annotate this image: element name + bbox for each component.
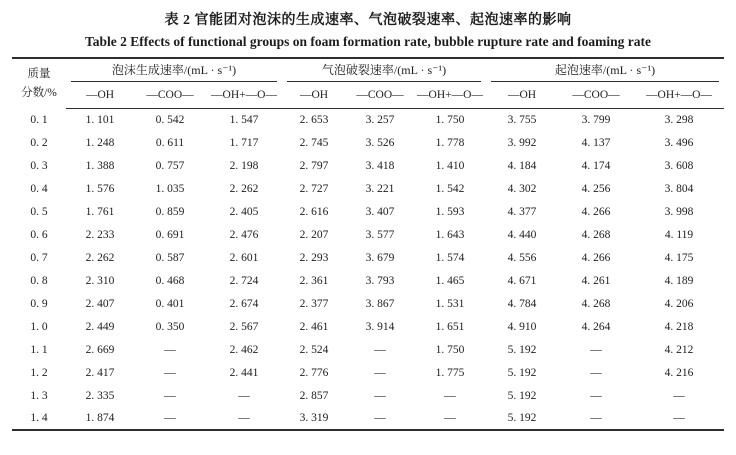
table-row <box>12 246 724 269</box>
table-cell: 2. 335 <box>85 389 115 402</box>
table-cell: 3. 793 <box>365 274 395 287</box>
table-cell: 1. 750 <box>435 343 465 356</box>
table-cell: 2. 441 <box>229 366 259 379</box>
table-cell: 2. 567 <box>229 320 259 333</box>
table-cell: 1. 643 <box>435 228 465 241</box>
table-cell: 4. 302 <box>507 182 537 195</box>
group-header-bubble-rupture-rate-label: 气泡破裂速率/(mL · s⁻¹) <box>287 59 481 82</box>
table-row <box>12 108 724 131</box>
table-cell: 1. 717 <box>229 136 259 149</box>
table-cell: 2. 745 <box>299 136 329 149</box>
table-cell: 2. 361 <box>299 274 329 287</box>
table-cell: — <box>164 389 176 402</box>
table-body <box>12 108 724 430</box>
table-cell: 2. 524 <box>299 343 329 356</box>
table-cell: 3. 407 <box>365 205 395 218</box>
table-cell: 4. 266 <box>581 251 611 264</box>
group-header-foam-formation-rate-label: 泡沫生成速率/(mL · s⁻¹) <box>71 59 277 82</box>
table-cell: 4. 266 <box>581 205 611 218</box>
table-cell: 2. 724 <box>229 274 259 287</box>
table-cell: 5. 192 <box>507 343 537 356</box>
table-cell: 2. 233 <box>85 228 115 241</box>
table-cell: 0. 542 <box>155 113 185 126</box>
row-header-mass-fraction: 1. 0 <box>30 320 48 333</box>
table-cell: 0. 401 <box>155 297 185 310</box>
table-cell: 2. 727 <box>299 182 329 195</box>
table-cell: 3. 998 <box>664 205 694 218</box>
subheader-coo: —COO— <box>346 82 414 108</box>
table-cell: 3. 257 <box>365 113 395 126</box>
row-header-mass-fraction: 0. 4 <box>30 182 48 195</box>
group-header-foaming-rate <box>486 58 724 82</box>
table-row <box>12 200 724 223</box>
table-cell: 4. 216 <box>664 366 694 379</box>
table-cell: 2. 377 <box>299 297 329 310</box>
row-header-mass-fraction: 0. 1 <box>30 113 48 126</box>
table-cell: 2. 310 <box>85 274 115 287</box>
table-cell: 2. 449 <box>85 320 115 333</box>
table-cell: 0. 611 <box>155 136 185 149</box>
row-header-mass-fraction: 1. 3 <box>30 389 48 402</box>
mass-fraction-label-line1: 质量 <box>27 68 51 81</box>
table-row <box>12 361 724 384</box>
table-cell: 1. 761 <box>85 205 115 218</box>
table-row <box>12 177 724 200</box>
table-cell: 2. 262 <box>85 251 115 264</box>
table-row <box>12 338 724 361</box>
table-cell: 3. 608 <box>664 159 694 172</box>
table-cell: 1. 651 <box>435 320 465 333</box>
table-row <box>12 131 724 154</box>
subheader-oh-plus-o: —OH+—O— <box>634 82 724 108</box>
table-cell: — <box>164 412 176 424</box>
table-cell: 4. 268 <box>581 297 611 310</box>
table-cell: — <box>164 343 176 356</box>
subheader-oh: —OH <box>486 82 558 108</box>
table-cell: 2. 616 <box>299 205 329 218</box>
table-cell: 1. 775 <box>435 366 465 379</box>
table-cell: 1. 542 <box>435 182 465 195</box>
table-cell: 4. 206 <box>664 297 694 310</box>
table-cell: 0. 587 <box>155 251 185 264</box>
table-cell: 3. 298 <box>664 113 694 126</box>
table-cell: 4. 189 <box>664 274 694 287</box>
table-cell: — <box>590 366 602 379</box>
table-cell: 2. 293 <box>299 251 329 264</box>
table-cell: 0. 691 <box>155 228 185 241</box>
table-cell: 4. 212 <box>664 343 694 356</box>
table-cell: — <box>590 343 602 356</box>
table-cell: 1. 388 <box>85 159 115 172</box>
table-cell: 2. 407 <box>85 297 115 310</box>
table-row <box>12 154 724 177</box>
table-cell: 4. 175 <box>664 251 694 264</box>
table-cell: 2. 207 <box>299 228 329 241</box>
table-cell: 4. 261 <box>581 274 611 287</box>
table-row <box>12 384 724 407</box>
row-header-mass-fraction: 0. 3 <box>30 159 48 172</box>
table-cell: 1. 576 <box>85 182 115 195</box>
table-cell: 4. 137 <box>581 136 611 149</box>
table-cell: 4. 264 <box>581 320 611 333</box>
table-cell: 3. 319 <box>299 412 329 424</box>
table-cell: 4. 119 <box>664 228 694 241</box>
table-cell: 2. 198 <box>229 159 259 172</box>
table-title-english: Table 2 Effects of functional groups on foam formation rate, bubble rupture rate and foaming rate <box>85 34 651 49</box>
table-cell: 1. 593 <box>435 205 465 218</box>
row-header-mass-fraction: 0. 7 <box>30 251 48 264</box>
table-cell: 1. 874 <box>85 412 115 424</box>
row-header-mass-fraction: 0. 2 <box>30 136 48 149</box>
table-cell: 4. 256 <box>581 182 611 195</box>
table-cell: 1. 547 <box>229 113 259 126</box>
table-cell: — <box>673 412 685 424</box>
table-cell: 4. 218 <box>664 320 694 333</box>
data-table <box>12 57 724 431</box>
table-cell: 1. 531 <box>435 297 465 310</box>
table-cell: — <box>374 343 386 356</box>
row-header-mass-fraction: 0. 8 <box>30 274 48 287</box>
table-cell: 0. 859 <box>155 205 185 218</box>
table-cell: 1. 778 <box>435 136 465 149</box>
table-cell: 4. 671 <box>507 274 537 287</box>
table-row <box>12 292 724 315</box>
table-cell: 1. 750 <box>435 113 465 126</box>
subheader-oh: —OH <box>282 82 346 108</box>
table-cell: 2. 669 <box>85 343 115 356</box>
row-header-mass-fraction: 0. 9 <box>30 297 48 310</box>
table-cell: 4. 910 <box>507 320 537 333</box>
table-cell: 5. 192 <box>507 366 537 379</box>
table-cell: 2. 417 <box>85 366 115 379</box>
table-cell: — <box>444 412 456 424</box>
table-cell: — <box>444 389 456 402</box>
table-cell: 3. 755 <box>507 113 537 126</box>
table-cell: 3. 679 <box>365 251 395 264</box>
subheader-coo: —COO— <box>134 82 206 108</box>
table-cell: 4. 377 <box>507 205 537 218</box>
table-cell: — <box>374 412 386 424</box>
table-cell: 5. 192 <box>507 412 537 424</box>
table-cell: 4. 184 <box>507 159 537 172</box>
row-header-mass-fraction: 1. 4 <box>30 412 48 424</box>
table-cell: 1. 035 <box>155 182 185 195</box>
table-cell: 3. 526 <box>365 136 395 149</box>
table-cell: 4. 440 <box>507 228 537 241</box>
subheader-oh-plus-o: —OH+—O— <box>206 82 282 108</box>
table-cell: 0. 757 <box>155 159 185 172</box>
table-cell: 1. 410 <box>435 159 465 172</box>
table-cell: 2. 462 <box>229 343 259 356</box>
table-cell: — <box>238 389 250 402</box>
table-cell: 1. 248 <box>85 136 115 149</box>
table-cell: 2. 653 <box>299 113 329 126</box>
group-header-foaming-rate-label: 起泡速率/(mL · s⁻¹) <box>491 59 719 82</box>
row-header-mass-fraction: 1. 2 <box>30 366 48 379</box>
table-cell: 4. 174 <box>581 159 611 172</box>
table-cell: — <box>673 389 685 402</box>
row-header-mass-fraction: 1. 1 <box>30 343 48 356</box>
table-cell: 3. 804 <box>664 182 694 195</box>
table-cell: 4. 268 <box>581 228 611 241</box>
table-cell: 2. 857 <box>299 389 329 402</box>
table-cell: — <box>590 412 602 424</box>
subheader-oh: —OH <box>66 82 134 108</box>
table-cell: — <box>590 389 602 402</box>
table-cell: 1. 101 <box>85 113 115 126</box>
table-row <box>12 223 724 246</box>
table-cell: 0. 350 <box>155 320 185 333</box>
table-cell: 2. 461 <box>299 320 329 333</box>
subheader-coo: —COO— <box>558 82 634 108</box>
table-cell: 3. 867 <box>365 297 395 310</box>
table-cell: 2. 405 <box>229 205 259 218</box>
table-cell: — <box>164 366 176 379</box>
row-header-mass-fraction: 0. 5 <box>30 205 48 218</box>
group-header-foam-formation-rate <box>66 58 282 82</box>
table-cell: 2. 797 <box>299 159 329 172</box>
table-cell: — <box>238 412 250 424</box>
table-cell: 4. 784 <box>507 297 537 310</box>
column-header-mass-fraction <box>12 58 66 108</box>
table-cell: 2. 262 <box>229 182 259 195</box>
table-title-chinese: 表 2 官能团对泡沫的生成速率、气泡破裂速率、起泡速率的影响 <box>164 13 572 28</box>
table-cell: 3. 577 <box>365 228 395 241</box>
table-row <box>12 407 724 430</box>
table-cell: 1. 574 <box>435 251 465 264</box>
row-header-mass-fraction: 0. 6 <box>30 228 48 241</box>
table-cell: 3. 914 <box>365 320 395 333</box>
table-cell: 3. 799 <box>581 113 611 126</box>
table-row <box>12 269 724 292</box>
group-header-bubble-rupture-rate <box>282 58 486 82</box>
table-cell: 4. 556 <box>507 251 537 264</box>
table-cell: 3. 496 <box>664 136 694 149</box>
table-cell: 3. 418 <box>365 159 395 172</box>
table-cell: 3. 221 <box>365 182 395 195</box>
table-cell: 2. 601 <box>229 251 259 264</box>
table-cell: 3. 992 <box>507 136 537 149</box>
table-cell: 0. 468 <box>155 274 185 287</box>
table-cell: 5. 192 <box>507 389 537 402</box>
subheader-oh-plus-o: —OH+—O— <box>414 82 486 108</box>
table-row <box>12 315 724 338</box>
table-cell: — <box>374 366 386 379</box>
table-cell: — <box>374 389 386 402</box>
table-cell: 2. 476 <box>229 228 259 241</box>
mass-fraction-label-line2: 分数/% <box>21 86 57 99</box>
table-cell: 2. 776 <box>299 366 329 379</box>
table-cell: 2. 674 <box>229 297 259 310</box>
table-cell: 1. 465 <box>435 274 465 287</box>
